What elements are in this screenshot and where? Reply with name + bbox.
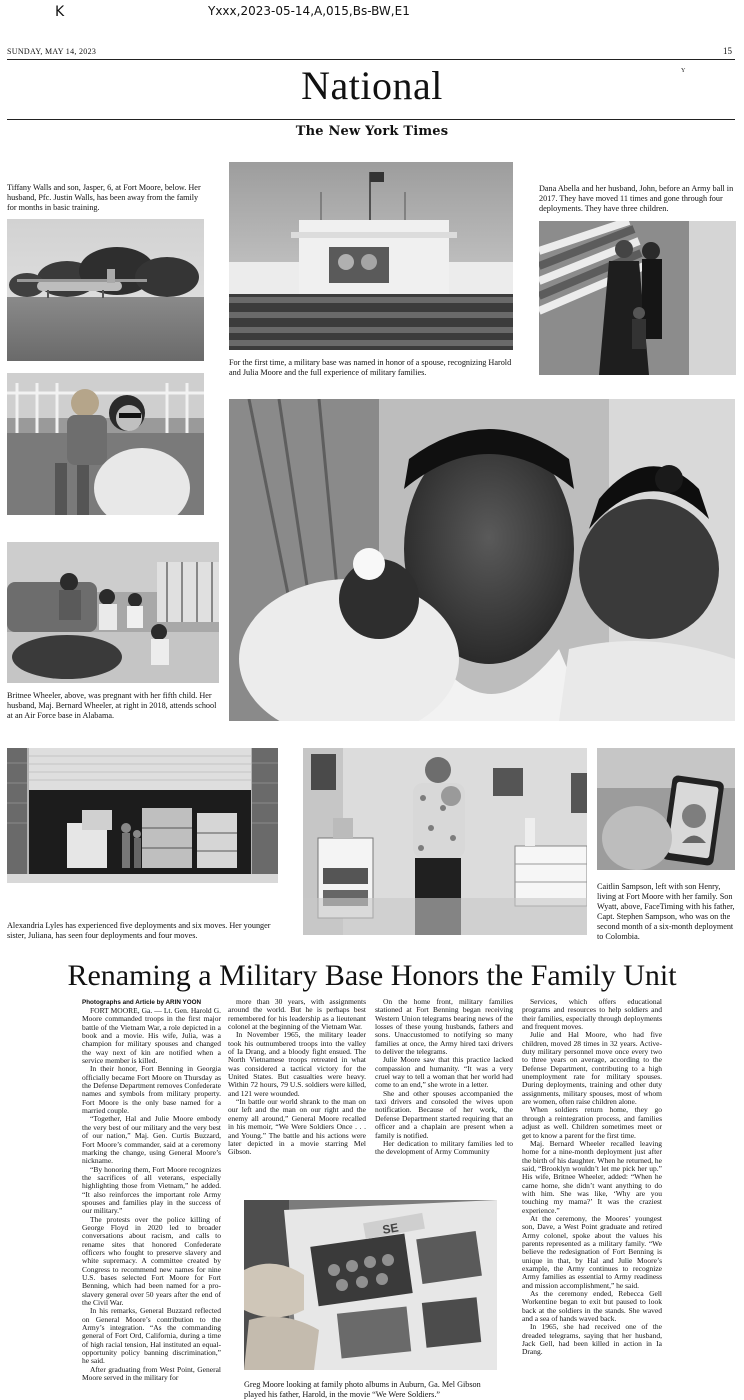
article-paragraph: In their honor, Fort Benning in Georgia officially became Fort Moore on Thursday as the Defense Department removes Confederate names and symbols from military property. Fort Moore is the only base named for a married couple.	[82, 1064, 221, 1116]
caption-greg: Greg Moore looking at family photo albums in Auburn, Ga. Mel Gibson played his father, Harold, in the movie “We Were Soldiers.”	[244, 1380, 481, 1399]
article-paragraph: FORT MOORE, Ga. — Lt. Gen. Harold G. Moore commanded troops in the first major battle of the Vietnam War, a role depicted in a book and a movie. His wife, Julia, was a champion for military spouses and changed the way next of kin are notified when a service member is killed.	[82, 1007, 221, 1066]
article-paragraph: As the ceremony ended, Rebecca Gell Workentine began to exit but paused to look back at the soldiers in the stands. She waved and a sea of hands waved back.	[522, 1289, 662, 1324]
article-paragraph: In 1965, she had received one of the dreaded telegrams, saying that her husband, Jack Gell, had been killed in action in Ia Drang.	[522, 1322, 662, 1357]
article-column-1	[82, 1007, 221, 1400]
caption-alexandria: Alexandria Lyles has experienced five deployments and six moves. Her younger sister, Juliana, has seen four deployments and four moves.	[7, 921, 271, 940]
slug-code: Yxxx,2023-05-14,A,015,Bs-BW,E1	[208, 4, 410, 18]
photo-airplane	[7, 219, 204, 361]
article-paragraph: “By honoring them, Fort Moore recognizes the sacrifices of all veterans, especially highlighting those from Vietnam,” he added. “It also reinforces the important role Army spouses and families play in the success of our military.”	[82, 1164, 221, 1216]
photo-britnee-living-room	[7, 542, 219, 683]
article-paragraph: Julie and Hal Moore, who had five children, moved 28 times in 32 years. Active-duty military personnel move once every two to three years on average, according to the Defense Department, contributing to a high unemployment rate for military spouses. During deployments, training and other duty assignments, military spouses, most of whom are women, often raise children alone.	[522, 1030, 662, 1107]
article-paragraph: At the ceremony, the Moores’ youngest son, Dave, a West Point graduate and retired Army colonel, spoke about the values his parents represented as a military family. “We believe the redesignation of Fort Benning is unique in that, by Hal and Julie Moore’s example, the Army continues to recognize Army families as essential to Army readiness and mission accomplishment,” he said.	[522, 1213, 662, 1290]
article-paragraph: After graduating from West Point, General Moore served in the military for	[82, 1364, 221, 1383]
photo-tiffany-jasper	[7, 373, 204, 515]
page-date: SUNDAY, MAY 14, 2023	[7, 47, 97, 56]
article-paragraph: “Together, Hal and Julie Moore embody the very best of our military and the very best of our nation,” Maj. Gen. Curtis Buzzard, Fort Moore’s commander, said at a ceremony marking the change, using General Moore’s nickname.	[82, 1114, 221, 1166]
nameplate-logo: The New York Times	[295, 124, 449, 139]
photo-caitlin-henry	[303, 748, 587, 935]
edition-mark: Y	[681, 68, 686, 74]
photo-greg-moore-albums	[244, 1200, 497, 1370]
article-column-2	[228, 998, 366, 1160]
caption-britnee: Britnee Wheeler, above, was pregnant with her fifth child. Her husband, Maj. Bernard Wheeler, at right in 2018, attends school at an Air Force base in Alabama.	[7, 691, 217, 720]
article-paragraph: “In battle our world shrank to the man on our left and the man on our right and the enemy all around,” General Moore recalled in his memoir, “We Were Soldiers Once . . . and Young.” The battle and his actions were later depicted in a movie starring Mel Gibson.	[228, 1097, 366, 1157]
slug-letter: K	[55, 4, 65, 20]
header-rule-bottom	[7, 119, 735, 120]
article-headline: Renaming a Military Base Honors the Family Unit	[67, 959, 677, 992]
article-paragraph: In his remarks, General Buzzard reflected on General Moore’s contribution to the Army’s integration. “As the commanding general of Fort Ord, California, during a time of high racial tension, Hal instituted an equal-opportunity policy banning discrimination,” he said.	[82, 1306, 221, 1366]
article-paragraph: more than 30 years, with assignments around the world. But he is perhaps best remembered for his leadership as a lieutenant colonel at the beginning of the Vietnam War.	[228, 998, 366, 1032]
section-title: National	[301, 63, 443, 108]
article-paragraph: When soldiers return home, they go through a reintegration process, and families adjust as well. Children sometimes meet or get to know a parent for the first time.	[522, 1105, 662, 1140]
caption-tiffany: Tiffany Walls and son, Jasper, 6, at Fort Moore, below. Her husband, Pfc. Justin Walls, has been away from the family for months in basic training.	[7, 183, 201, 212]
article-byline: Photographs and Article by ARIN YOON	[82, 999, 202, 1006]
photo-dana-john	[539, 221, 736, 375]
article-paragraph: On the home front, military families stationed at Fort Benning began receiving Western Union telegrams bearing news of the losses of these young husbands, fathers and sons. Unaccustomed to notifying so many families at once, the Army hired taxi drivers to deliver the telegrams.	[375, 998, 513, 1057]
article-paragraph: Julie Moore saw that this practice lacked compassion and humanity. “It was a very cruel way to tell a woman that her world had come to an end,” she wrote in a letter.	[375, 1055, 513, 1090]
article-paragraph: The protests over the police killing of George Floyd in 2020 led to broader conversations about racism, and calls to rename sites that honored Confederate officers who fought to preserve slavery and white supremacy. A committee created by Congress to recommend new names for nine U.S. bases selected Fort Moore for Fort Benning, which had been named for a pro-slavery general over 50 years after the end of the Civil War.	[82, 1214, 221, 1308]
article-paragraph: She and other spouses accompanied the taxi drivers and consoled the wives upon notification. Because of her work, the Defense Department started requiring that an officer and a chaplain are present when a family is notified.	[375, 1088, 513, 1140]
article-paragraph: Maj. Bernard Wheeler recalled leaving home for a nine-month deployment just after the birth of his daughter. When he returned, he said, “Brooklyn wouldn’t let me pick her up.” His wife, Britnee Wheeler, added: “When he came home, she didn’t want anything to do with him. She was like, ‘Why are you touching my mama?’ It was the craziest experience.”	[522, 1138, 662, 1215]
article-column-4	[522, 998, 662, 1400]
article-column-3	[375, 998, 513, 1160]
article-paragraph: Services, which offers educational programs and resources to help soldiers and their families, especially through deployments and frequent moves.	[522, 998, 662, 1032]
caption-ceremony: For the first time, a military base was named in honor of a spouse, recognizing Harold and Julia Moore and the full experience of military families.	[229, 358, 512, 377]
photo-lyles-garage	[7, 748, 278, 883]
photo-wyatt-facetime	[597, 748, 735, 870]
photo-wheeler-family	[229, 399, 735, 721]
article-paragraph: Her dedication to military families led to the development of Army Community	[375, 1138, 513, 1157]
article-paragraph: In November 1965, the military leader took his outnumbered troops into the valley of Ia Drang, and a bloody fight ensued. The North Vietnamese troops retreated in what was considered a tactical victory for the United States. But casualties were heavy. Within 72 hours, 79 U.S. soldiers were killed, and 121 were wounded.	[228, 1030, 366, 1098]
caption-dana: Dana Abella and her husband, John, before an Army ball in 2017. They have moved 11 times and gone through four deployments. They have three children.	[539, 184, 734, 213]
caption-caitlin: Caitlin Sampson, left with son Henry, living at Fort Moore with her family. Son Wyatt, above, FaceTiming with his father, Capt. Stephen Sampson, who was on the second month of a six-month deployment to Colombia.	[597, 882, 735, 941]
page-number: 15	[723, 46, 732, 56]
album-label-text: SE	[381, 1220, 400, 1237]
photo-ceremony	[229, 162, 513, 350]
header-rule-top	[7, 59, 735, 60]
